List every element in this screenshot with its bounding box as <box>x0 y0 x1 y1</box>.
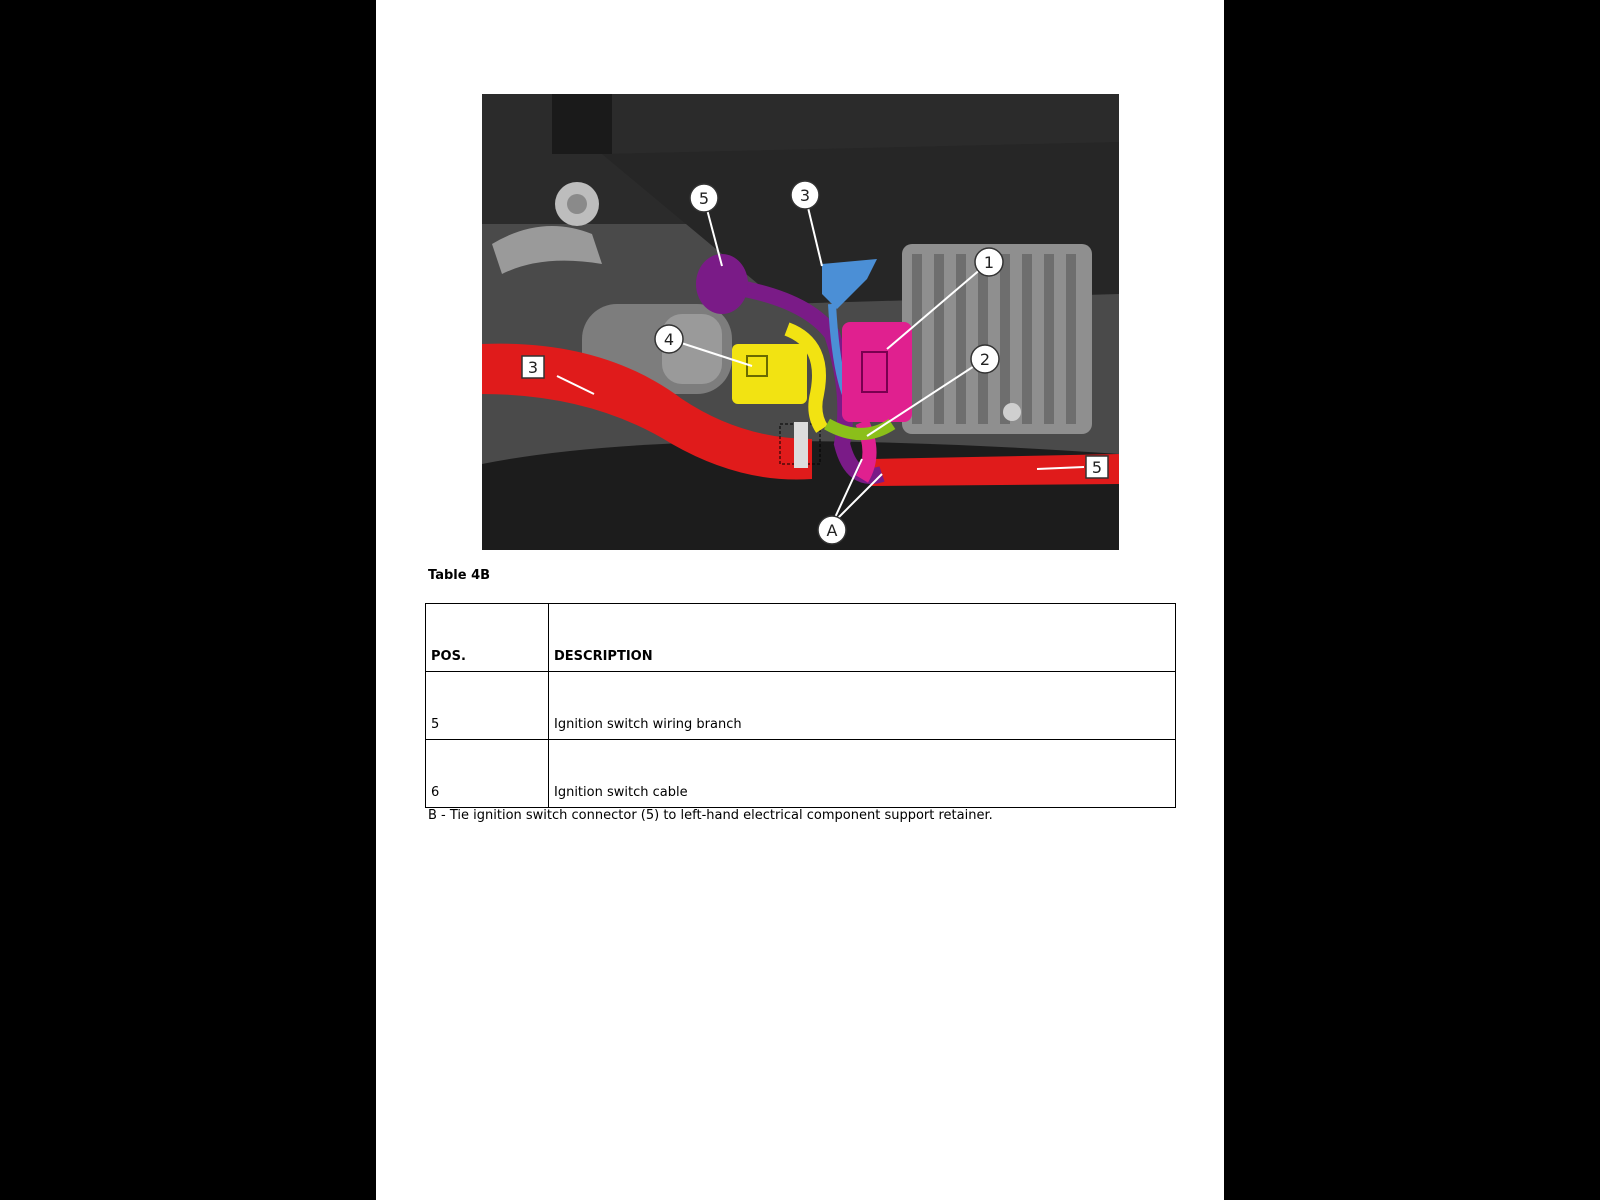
callout-A <box>818 516 846 544</box>
row-description: Ignition switch cable <box>549 740 1176 808</box>
table-title: Table 4B <box>428 568 491 583</box>
svg-text:5: 5 <box>1091 458 1103 477</box>
document-page <box>376 0 1224 1200</box>
svg-text:4: 4 <box>663 330 675 349</box>
box-label-5 <box>1086 456 1108 478</box>
callout-3 <box>791 181 819 209</box>
callout-4 <box>655 325 683 353</box>
table-row <box>426 740 1176 808</box>
svg-text:2: 2 <box>979 350 991 369</box>
callout-1 <box>975 248 1003 276</box>
row-pos: 5 <box>426 672 549 740</box>
position-table <box>425 603 1176 808</box>
row-description: Ignition switch wiring branch <box>549 672 1176 740</box>
svg-text:1: 1 <box>983 253 995 272</box>
table-header-row <box>426 604 1176 672</box>
svg-text:5: 5 <box>698 189 710 208</box>
callout-2 <box>971 345 999 373</box>
header-description: DESCRIPTION <box>549 604 1176 672</box>
instruction-note: B - Tie ignition switch connector (5) to left-hand electrical component support retainer. <box>428 808 993 823</box>
svg-text:3: 3 <box>799 186 811 205</box>
wiring-diagram-svg <box>482 94 1119 550</box>
wiring-diagram-figure <box>482 94 1119 550</box>
box-label-3 <box>522 356 544 378</box>
svg-text:3: 3 <box>527 358 539 377</box>
callout-5 <box>690 184 718 212</box>
header-pos: POS. <box>426 604 549 672</box>
row-pos: 6 <box>426 740 549 808</box>
table-row <box>426 672 1176 740</box>
svg-text:A: A <box>826 521 838 540</box>
